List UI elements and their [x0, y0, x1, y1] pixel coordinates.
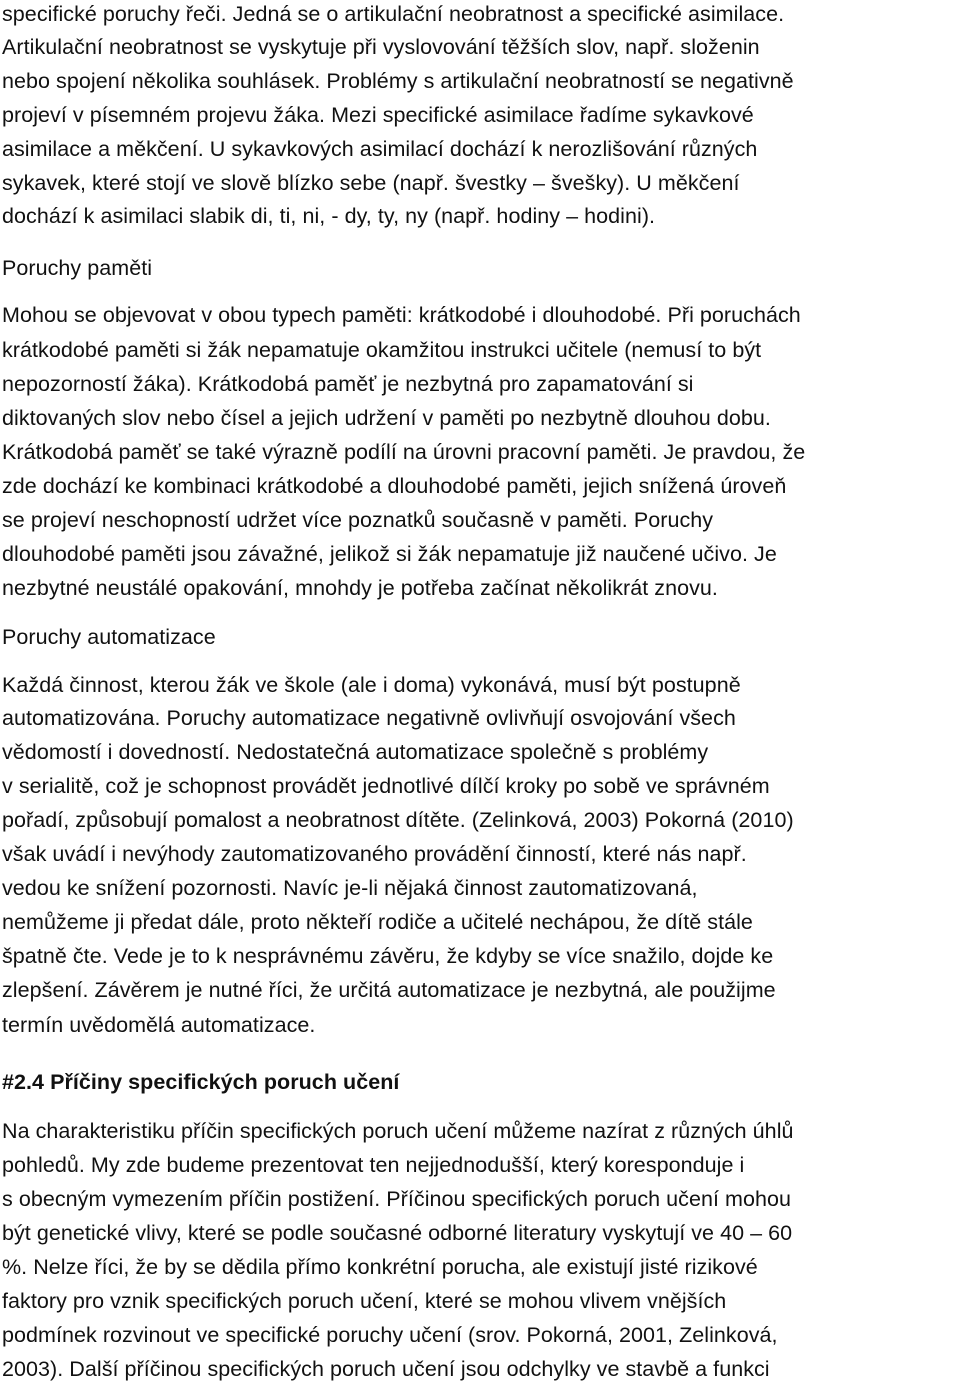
- paragraph-line: dochází k asimilaci slabik di, ti, ni, - dy, ty, ny (např. hodiny – hodini).: [2, 204, 656, 228]
- paragraph-line: 2003). Další příčinou specifických poruch učení jsou odchylky ve stavbě a funkci: [2, 1357, 770, 1381]
- paragraph-line: Na charakteristiku příčin specifických poruch učení můžeme nazírat z různých úhlů: [2, 1119, 794, 1143]
- paragraph-line: projeví v písemném projevu žáka. Mezi specifické asimilace řadíme sykavkové: [2, 103, 754, 127]
- paragraph-line: Každá činnost, kterou žák ve škole (ale i doma) vykonává, musí být postupně: [2, 673, 741, 697]
- paragraph-line: Krátkodobá paměť se také výrazně podílí na úrovni pracovní paměti. Je pravdou, že: [2, 440, 806, 464]
- paragraph-line: termín uvědomělá automatizace.: [2, 1013, 316, 1037]
- subsection-heading: Poruchy automatizace: [2, 625, 216, 649]
- paragraph-line: diktovaných slov nebo čísel a jejich udržení v paměti po nezbytně dlouhou dobu.: [2, 406, 771, 430]
- paragraph-line: nemůžeme ji předat dále, proto někteří rodiče a učitelé nechápou, že dítě stále: [2, 910, 753, 934]
- paragraph-line: dlouhodobé paměti jsou závažné, jelikož si žák nepamatuje již naučené učivo. Je: [2, 542, 777, 566]
- subsection-heading: Poruchy paměti: [2, 256, 153, 280]
- paragraph-line: být genetické vlivy, které se podle současné odborné literatury vyskytují ve 40 – 60: [2, 1221, 793, 1245]
- paragraph-line: podmínek rozvinout ve specifické poruchy učení (srov. Pokorná, 2001, Zelinková,: [2, 1323, 778, 1347]
- paragraph-line: faktory pro vznik specifických poruch učení, které se mohou vlivem vnějších: [2, 1289, 727, 1313]
- paragraph-line: pořadí, způsobují pomalost a neobratnost dítěte. (Zelinková, 2003) Pokorná (2010): [2, 808, 794, 832]
- paragraph-line: automatizována. Poruchy automatizace negativně ovlivňují osvojování všech: [2, 706, 736, 730]
- paragraph-line: vědomostí i dovedností. Nedostatečná automatizace společně s problémy: [2, 740, 709, 764]
- paragraph-line: specifické poruchy řeči. Jedná se o artikulační neobratnost a specifické asimilace.: [2, 2, 785, 26]
- paragraph-line: nepozorností žáka). Krátkodobá paměť je nezbytná pro zapamatování si: [2, 372, 694, 396]
- paragraph-line: pohledů. My zde budeme prezentovat ten nejjednodušší, který koresponduje i: [2, 1153, 745, 1177]
- paragraph-line: se projeví neschopností udržet více poznatků současně v paměti. Poruchy: [2, 508, 714, 532]
- paragraph-line: Mohou se objevovat v obou typech paměti: krátkodobé i dlouhodobé. Při poruchách: [2, 303, 801, 327]
- paragraph-line: nebo spojení několika souhlásek. Problémy s artikulační neobratností se negativně: [2, 69, 794, 93]
- paragraph-line: však uvádí i nevýhody zautomatizovaného provádění činností, které nás např.: [2, 842, 747, 866]
- paragraph-line: %. Nelze říci, že by se dědila přímo konkrétní porucha, ale existují jisté rizikové: [2, 1255, 758, 1279]
- paragraph-line: zlepšení. Závěrem je nutné říci, že určitá automatizace je nezbytná, ale použijme: [2, 978, 776, 1002]
- paragraph-line: Artikulační neobratnost se vyskytuje při vyslovování těžších slov, např. složenin: [2, 35, 760, 59]
- paragraph-line: vedou ke snížení pozornosti. Navíc je-li nějaká činnost zautomatizovaná,: [2, 876, 698, 900]
- paragraph-line: s obecným vymezením příčin postižení. Příčinou specifických poruch učení mohou: [2, 1187, 792, 1211]
- paragraph-line: špatně čte. Vede je to k nesprávnému závěru, že kdyby se více snažilo, dojde ke: [2, 944, 774, 968]
- paragraph-line: nezbytné neustálé opakování, mnohdy je potřeba začínat několikrát znovu.: [2, 576, 718, 600]
- paragraph-line: sykavek, které stojí ve slově blízko sebe (např. švestky – švešky). U měkčení: [2, 171, 740, 195]
- paragraph-line: krátkodobé paměti si žák nepamatuje okamžitou instrukci učitele (nemusí to být: [2, 338, 762, 362]
- paragraph-line: zde dochází ke kombinaci krátkodobé a dlouhodobé paměti, jejich snížená úroveň: [2, 474, 787, 498]
- paragraph-line: v serialitě, což je schopnost provádět jednotlivé dílčí kroky po sobě ve správném: [2, 774, 770, 798]
- section-heading: #2.4 Příčiny specifických poruch učení: [2, 1070, 400, 1094]
- paragraph-line: asimilace a měkčení. U sykavkových asimilací dochází k nerozlišování různých: [2, 137, 758, 161]
